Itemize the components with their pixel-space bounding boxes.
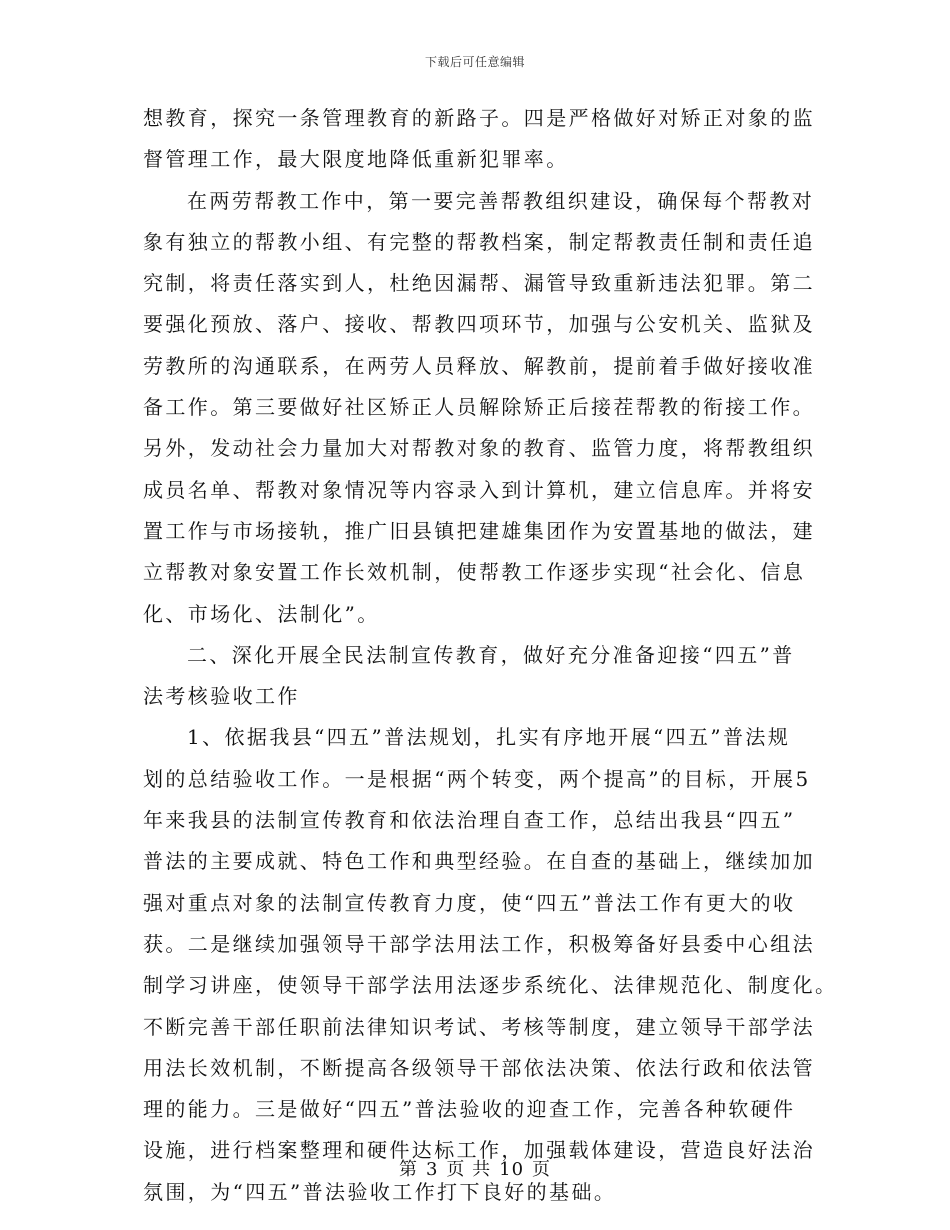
document-body [143, 98, 838, 1213]
text-line: 象有独立的帮教小组、有完整的帮教档案，制定帮教责任制和责任追 [143, 229, 815, 254]
text-line: 在两劳帮教工作中，第一要完善帮教组织建设，确保每个帮教对 [187, 188, 815, 213]
text-line: 要强化预放、落户、接收、帮教四项环节，加强与公安机关、监狱及 [143, 312, 815, 337]
text-line: 法考核验收工作 [143, 684, 300, 709]
text-line: 置工作与市场接轨，推广旧县镇把建雄集团作为安置基地的做法，建 [143, 518, 815, 543]
footer-prefix: 第 [398, 1159, 418, 1180]
text-line: 二、深化开展全民法制宣传教育，做好充分准备迎接“四五”普 [187, 642, 795, 667]
footer-middle: 页 共 [446, 1159, 492, 1180]
footer-total-pages: 10 [499, 1159, 525, 1180]
text-line: 制学习讲座，使领导干部学法用法逐步系统化、法律规范化、制度化。 [143, 973, 838, 998]
text-line: 强对重点对象的法制宣传教育力度，使“四五”普法工作有更大的收 [143, 890, 796, 915]
text-line: 普法的主要成就、特色工作和典型经验。在自查的基础上，继续加加 [143, 849, 815, 874]
text-line: 年来我县的法制宣传教育和依法治理自查工作，总结出我县“四五” [143, 808, 796, 833]
text-line: 究制，将责任落实到人，杜绝因漏帮、漏管导致重新违法犯罪。第二 [143, 271, 815, 296]
text-line: 化、市场化、法制化”。 [143, 601, 380, 626]
text-line: 督管理工作，最大限度地降低重新犯罪率。 [143, 147, 569, 172]
text-line: 不断完善干部任职前法律知识考试、考核等制度，建立领导干部学法 [143, 1014, 815, 1039]
page-header: 下载后可任意编辑 [424, 55, 525, 69]
text-line: 另外，发动社会力量加大对帮教对象的教育、监管力度，将帮教组织 [143, 436, 815, 461]
text-line: 设施，进行档案整理和硬件达标工作，加强载体建设，营造良好法治 [143, 1138, 815, 1163]
text-line: 理的能力。三是做好“四五”普法验收的迎查工作，完善各种软硬件 [143, 1097, 796, 1122]
text-line: 立帮教对象安置工作长效机制，使帮教工作逐步实现“社会化、信息 [143, 560, 806, 585]
text-line: 获。二是继续加强领导干部学法用法工作，积极筹备好县委中心组法 [143, 931, 815, 956]
page-footer [0, 1155, 950, 1181]
text-line: 1、依据我县“四五”普法规划，扎实有序地开展“四五”普法规 [187, 725, 791, 750]
text-line: 想教育，探究一条管理教育的新路子。四是严格做好对矫正对象的监 [143, 106, 815, 130]
text-line: 用法长效机制，不断提高各级领导干部依法决策、依法行政和依法管 [143, 1055, 815, 1080]
text-line: 劳教所的沟通联系，在两劳人员释放、解教前，提前着手做好接收准 [143, 353, 815, 378]
text-line: 备工作。第三要做好社区矫正人员解除矫正后接茬帮教的衔接工作。 [143, 395, 815, 420]
text-line: 成员名单、帮教对象情况等内容录入到计算机，建立信息库。并将安 [143, 477, 815, 502]
text-line: 划的总结验收工作。一是根据“两个转变，两个提高”的目标，开展5 [143, 766, 811, 791]
footer-suffix: 页 [532, 1159, 552, 1180]
text-line: 氛围，为“四五”普法验收工作打下良好的基础。 [143, 1179, 617, 1204]
footer-page-number: 3 [425, 1159, 439, 1180]
